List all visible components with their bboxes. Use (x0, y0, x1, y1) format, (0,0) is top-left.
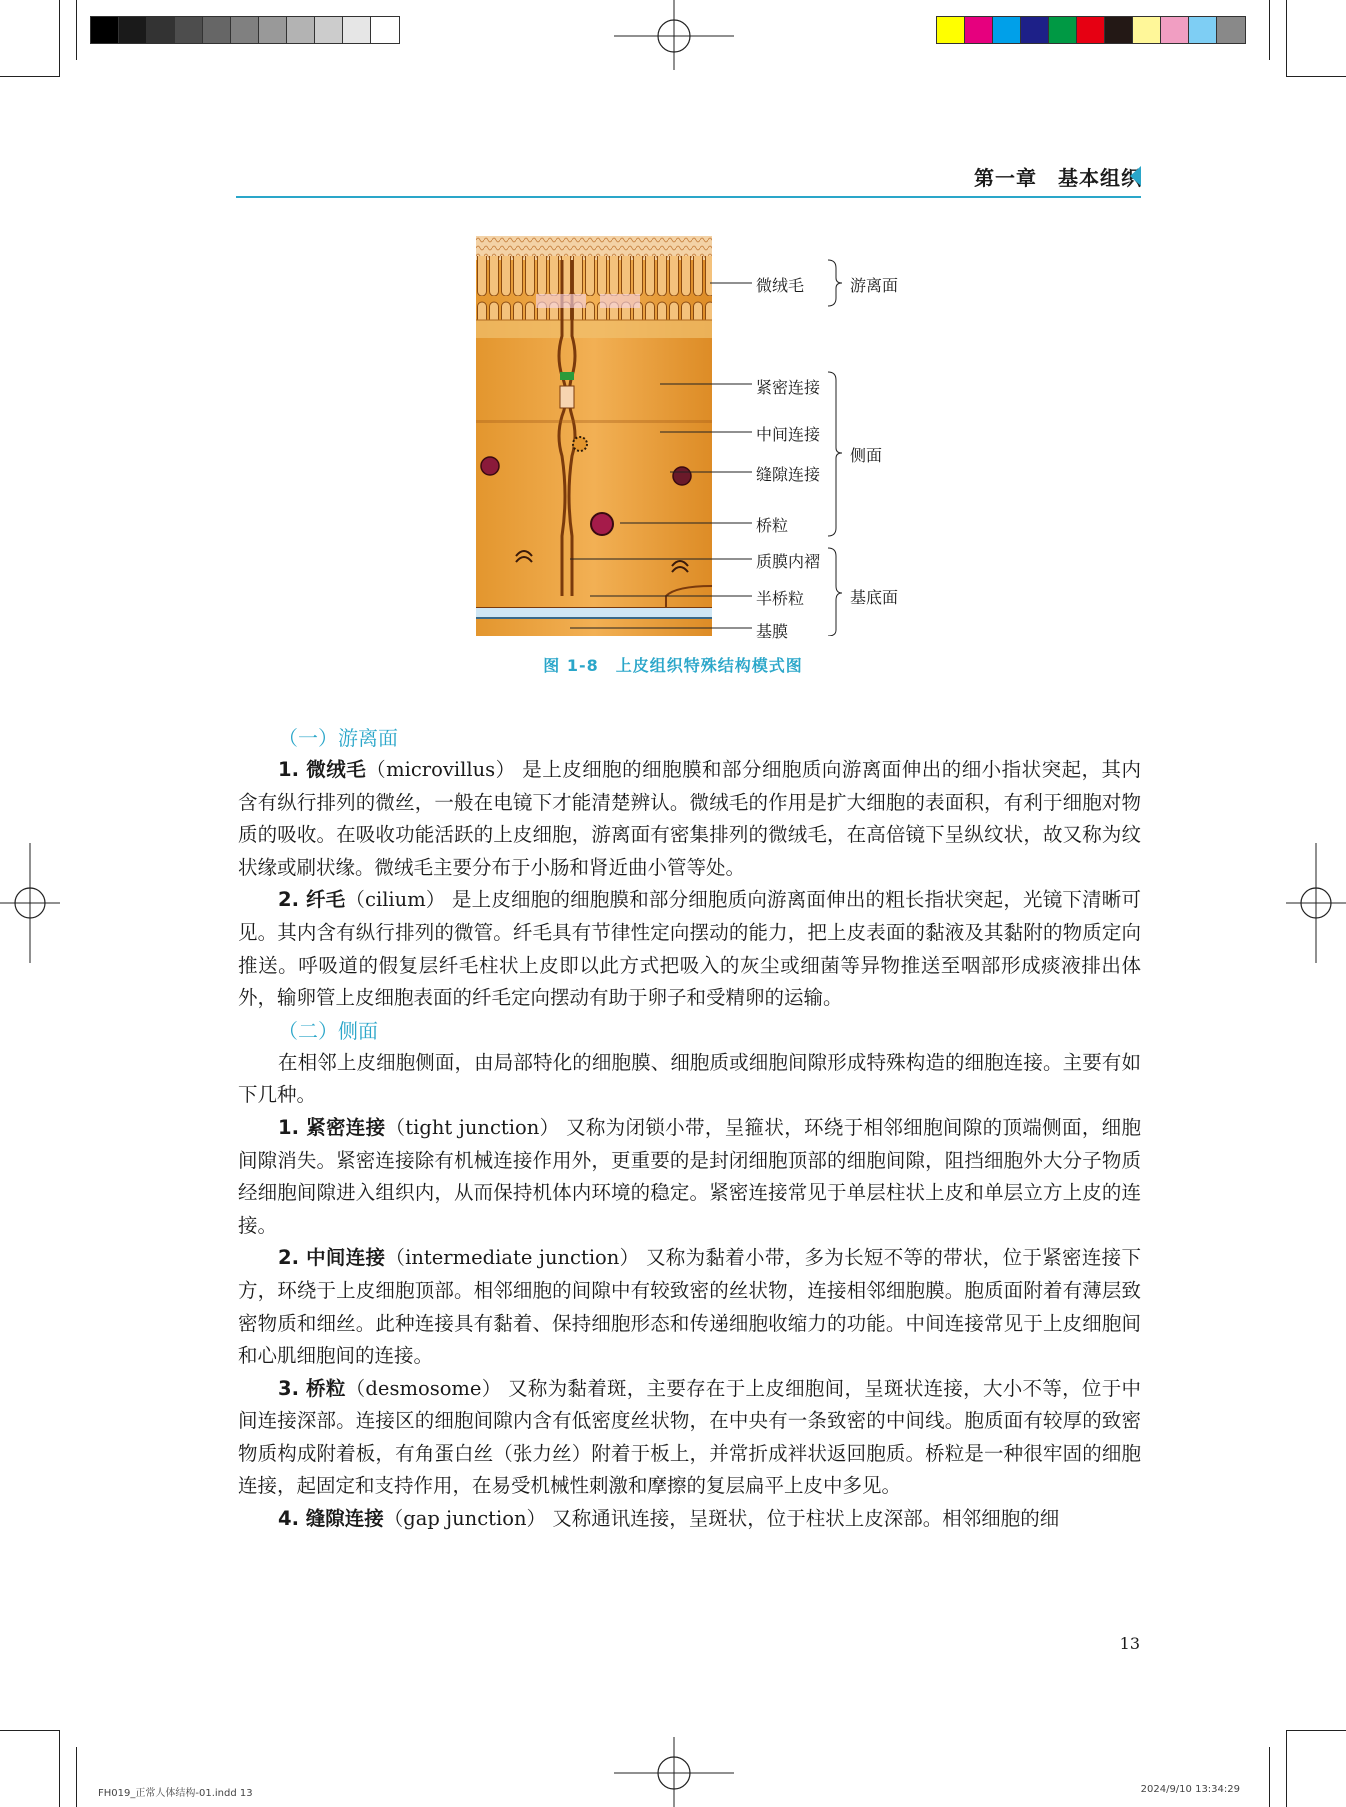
gray-swatch (119, 17, 147, 43)
text-cilium: （cilium） 是上皮细胞的细胞膜和部分细胞质向游离面伸出的粗长指状突起，光镜下清晰可见。其内含有纵行排列的微管。纤毛具有节律性定向摆动的能力，把上皮表面的黏液及其黏附的物质定向推送。呼吸道的假复层纤毛柱状上皮即以此方式把吸入的灰尘或细菌等异物推送至咽部形成痰液排出体外，输卵管上皮细胞表面的纤毛定向摆动有助于卵子和受精卵的运输。 (238, 888, 1141, 1010)
term-cilium: 2. 纤毛 (278, 888, 346, 912)
gray-swatch (343, 17, 371, 43)
label-basement-membrane: 基膜 (756, 622, 789, 641)
term-desmosome: 3. 桥粒 (278, 1376, 346, 1400)
section-heading-free-surface: （一）游离面 (278, 726, 398, 750)
header-rule (236, 196, 1141, 198)
paragraph-tight-junction (238, 1112, 1141, 1242)
color-swatch (1133, 17, 1161, 43)
footer-file-info: FH019_正常人体结构-01.indd 13 (98, 1788, 253, 1799)
label-free-surface: 游离面 (850, 276, 899, 295)
term-gap-junction: 4. 缝隙连接 (278, 1507, 384, 1531)
gray-swatch (175, 17, 203, 43)
paragraph-desmosome (238, 1373, 1141, 1503)
label-tight-junction: 紧密连接 (756, 378, 821, 397)
label-gap-junction: 缝隙连接 (756, 465, 821, 484)
paragraph-intermediate-junction (238, 1242, 1141, 1372)
color-swatch (1105, 17, 1133, 43)
label-basal-surface: 基底面 (850, 588, 899, 607)
label-lateral: 侧面 (850, 446, 883, 465)
paragraph-cilium (238, 884, 1141, 1014)
color-swatch (1217, 17, 1245, 43)
term-tight-junction: 1. 紧密连接 (278, 1115, 386, 1139)
gray-swatch (371, 17, 399, 43)
color-swatch (993, 17, 1021, 43)
gray-swatch (147, 17, 175, 43)
gray-swatch (203, 17, 231, 43)
color-swatch (1161, 17, 1189, 43)
registration-mark-top (614, 0, 734, 70)
footer-timestamp: 2024/9/10 13:34:29 (1140, 1784, 1240, 1795)
chapter-header: 第一章 基本组织 (974, 166, 1142, 190)
figure-leader-lines (560, 236, 920, 636)
color-swatch (1021, 17, 1049, 43)
paragraph-microvillus (238, 754, 1141, 884)
color-swatch (1189, 17, 1217, 43)
color-swatch (965, 17, 993, 43)
label-hemidesmosome: 半桥粒 (756, 589, 805, 608)
section-heading-lateral: （二）侧面 (278, 1018, 378, 1043)
label-intermediate-junction: 中间连接 (756, 425, 821, 444)
process-color-bar (936, 16, 1246, 44)
label-membrane-infolding: 质膜内褶 (756, 552, 821, 571)
header-arrow-icon (1130, 166, 1141, 186)
paragraph-intro-junctions: 在相邻上皮细胞侧面，由局部特化的细胞膜、细胞质或细胞间隙形成特殊构造的细胞连接。主要有如下几种。 (238, 1050, 1141, 1107)
body-content (238, 722, 1141, 1536)
page-number: 13 (1119, 1634, 1140, 1653)
color-swatch (1077, 17, 1105, 43)
gray-swatch (91, 17, 119, 43)
figure-caption: 图 1-8 上皮组织特殊结构模式图 (543, 656, 803, 675)
text-gap-junction: （gap junction） 又称通讯连接，呈斑状，位于柱状上皮深部。相邻细胞的细 (383, 1507, 1060, 1531)
registration-mark-left (0, 843, 60, 963)
color-swatch (1049, 17, 1077, 43)
term-intermediate-junction: 2. 中间连接 (278, 1246, 386, 1270)
text-tight-junction: （tight junction） 又称为闭锁小带，呈箍状，环绕于相邻细胞间隙的顶端侧面，细胞间隙消失。紧密连接除有机械连接作用外，更重要的是封闭细胞顶部的细胞间隙，阻挡细胞外大分子物质经细胞间隙进入组织内，从而保持机体内环境的稳定。紧密连接常见于单层柱状上皮和单层立方上皮的连接。 (238, 1115, 1141, 1237)
label-microvilli: 微绒毛 (756, 276, 805, 295)
label-desmosome: 桥粒 (756, 516, 789, 535)
registration-mark-bottom (614, 1737, 734, 1807)
gray-swatch (231, 17, 259, 43)
gray-color-bar (90, 16, 400, 44)
paragraph-gap-junction (238, 1503, 1141, 1536)
text-intermediate-junction: （intermediate junction） 又称为黏着小带，多为长短不等的带状，位于紧密连接下方，环绕于上皮细胞顶部。相邻细胞的间隙中有较致密的丝状物，连接相邻细胞膜。胞质面附着有薄层致密物质和细丝。此种连接具有黏着、保持细胞形态和传递细胞收缩力的功能。中间连接常见于上皮细胞间和心肌细胞间的连接。 (238, 1246, 1141, 1368)
gray-swatch (259, 17, 287, 43)
color-swatch (937, 17, 965, 43)
registration-mark-right (1286, 843, 1346, 963)
gray-swatch (287, 17, 315, 43)
gray-swatch (315, 17, 343, 43)
term-microvillus: 1. 微绒毛 (278, 758, 367, 781)
text-desmosome: （desmosome） 又称为黏着斑，主要存在于上皮细胞间，呈斑状连接，大小不等，位于中间连接深部。连接区的细胞间隙内含有低密度丝状物，在中央有一条致密的中间线。胞质面有较厚的致密物质构成附着板，有角蛋白丝（张力丝）附着于板上，并常折成袢状返回胞质。桥粒是一种很牢固的细胞连接，起固定和支持作用，在易受机械性刺激和摩擦的复层扁平上皮中多见。 (238, 1376, 1141, 1498)
text-microvillus: （microvillus） 是上皮细胞的细胞膜和部分细胞质向游离面伸出的细小指状突起，其内含有纵行排列的微丝，一般在电镜下才能清楚辨认。微绒毛的作用是扩大细胞的表面积，有利于细胞对物质的吸收。在吸收功能活跃的上皮细胞，游离面有密集排列的微绒毛，在高倍镜下呈纵纹状，故又称为纹状缘或刷状缘。微绒毛主要分布于小肠和肾近曲小管等处。 (238, 758, 1142, 879)
